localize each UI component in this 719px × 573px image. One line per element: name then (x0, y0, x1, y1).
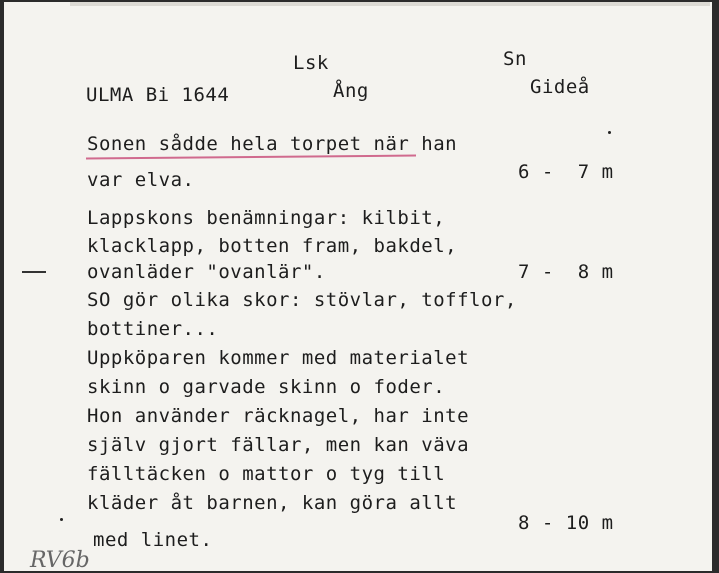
text-line-9: skinn o garvade skinn o foder. (87, 376, 446, 398)
text-line-3: Lappskons benämningar: kilbit, (87, 207, 446, 229)
text-line-1: Sonen sådde hela torpet när han (87, 133, 458, 155)
text-line-7: bottiner... (87, 318, 219, 340)
text-line-10: Hon använder räcknagel, har inte (87, 405, 470, 427)
lsk-label: Lsk (293, 52, 329, 74)
text-line-6: SO gör olika skor: stövlar, tofflor, (87, 289, 517, 311)
age-range-2: 7 - 8 m (518, 261, 614, 283)
text-line-14: med linet. (93, 529, 213, 551)
text-line-4: klacklapp, botten fram, bakdel, (87, 235, 458, 257)
sn-label: Sn (503, 48, 527, 70)
text-line-8: Uppköparen kommer med materialet (87, 347, 470, 369)
margin-note: RV6b (30, 548, 90, 573)
text-line-5: ovanläder "ovanlär". (87, 261, 326, 283)
margin-dash (22, 271, 46, 273)
lsk-value: Ång (333, 80, 369, 102)
archive-label: ULMA Bi 1644 (86, 84, 230, 106)
ink-dot (608, 131, 611, 134)
sn-value: Gideå (530, 76, 590, 98)
text-line-13: kläder åt barnen, kan göra allt (87, 492, 458, 514)
text-line-2: var elva. (87, 169, 195, 191)
age-range-3: 8 - 10 m (518, 512, 614, 534)
ink-dot-left (60, 518, 63, 521)
age-range-1: 6 - 7 m (518, 161, 614, 183)
text-line-12: fälltäcken o mattor o tyg till (87, 463, 446, 485)
text-line-11: själv gjort fällar, men kan väva (87, 434, 470, 456)
card-top-edge (70, 2, 710, 6)
